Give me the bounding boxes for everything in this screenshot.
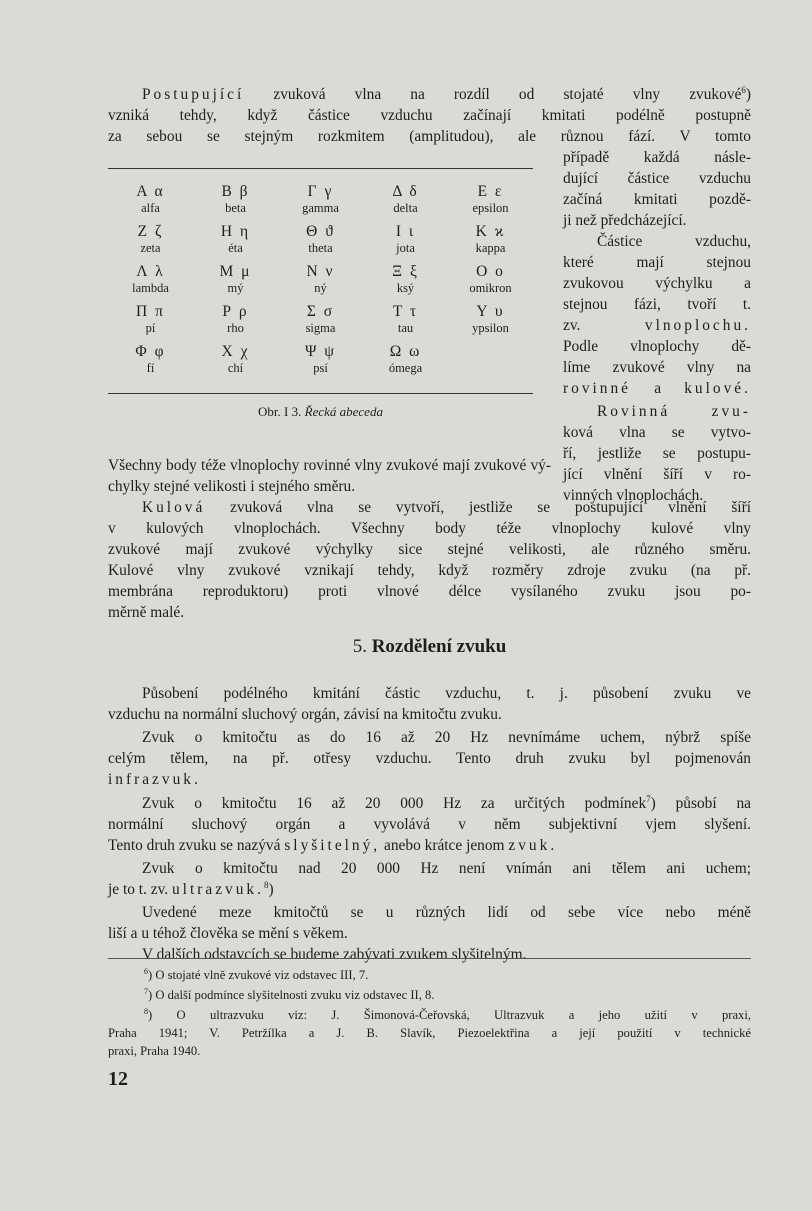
greek-letter-glyphs: Β β <box>221 183 250 200</box>
para8-line1: Uvedené meze kmitočtů se u různých lidí od sebe více nebo méně <box>142 904 751 921</box>
greek-letter-glyphs: Γ γ <box>307 183 334 200</box>
side3-line5: vinných vlnoplochách. <box>563 487 704 504</box>
side1-line4: ji než předcházející. <box>563 212 687 229</box>
footnote-8-line3: praxi, Praha 1940. <box>108 1044 201 1058</box>
greek-letter-name: pí <box>145 321 156 335</box>
greek-letter-name: mý <box>227 281 244 295</box>
greek-letter-name: kappa <box>475 241 506 255</box>
para3-line6: měrně malé. <box>108 604 185 621</box>
greek-letter-glyphs: Ο ο <box>476 263 505 280</box>
footnote-ref-6: 6 <box>741 85 746 95</box>
para9-line1: V dalších odstavcích se budeme zabývati zvukem slyšitelným. <box>142 946 527 963</box>
greek-letter-cell <box>278 183 363 216</box>
greek-letter-name: delta <box>393 201 418 215</box>
side2-line2: které mají stejnou <box>563 254 751 271</box>
greek-letter-name: ypsilon <box>472 321 509 335</box>
greek-letter-cell <box>363 263 448 296</box>
greek-letter-name: omikron <box>469 281 512 295</box>
side3-line2: ková vlna se vytvo- <box>563 424 751 441</box>
greek-letter-name: ómega <box>388 361 423 375</box>
greek-letter-cell <box>108 223 193 256</box>
para3-line1: Kulová zvuková vlna se vytvoří, jestliže se postupující vlnění šíří <box>142 499 751 516</box>
greek-letter-cell <box>278 303 363 336</box>
greek-letter-glyphs: Α α <box>136 183 165 200</box>
side3-line4: jící vlnění šíří v ro- <box>563 466 751 483</box>
greek-letter-cell <box>193 223 278 256</box>
greek-letter-name: alfa <box>141 201 160 215</box>
greek-letter-name: ný <box>314 281 327 295</box>
para1-line2: vzniká tehdy, když částice vzduchu začínají kmitati podélně postupně <box>108 107 751 124</box>
greek-letter-cell <box>363 183 448 216</box>
para6-line3: Tento druh zvuku se nazývá slyšitelný, anebo krátce jenom zvuk. <box>108 837 558 854</box>
greek-letter-glyphs: Φ φ <box>135 343 166 360</box>
footnote-6: $^6$) O stojaté vlně zvukové viz odstavec III, 7. <box>144 967 369 982</box>
greek-letter-name: fí <box>146 361 155 375</box>
side3-line3: ří, jestliže se postupu- <box>563 445 751 462</box>
term-infrazvuk: infrazvuk. <box>108 771 201 788</box>
para6-line2: normální sluchový orgán a vyvolává v něm subjektivní vjem slyšení. <box>108 816 751 833</box>
greek-letter-cell <box>278 343 363 376</box>
side1-line2: dující částice vzduchu <box>563 170 751 187</box>
para5-line2: celým tělem, na př. otřesy vzduchu. Tento druh zvuku byl pojmenován <box>108 750 751 767</box>
greek-letter-name: tau <box>397 321 414 335</box>
term-ultrazvuk: ultrazvuk. <box>171 881 264 898</box>
greek-letter-glyphs: Π π <box>136 303 165 320</box>
term-postupujici: Postupující <box>142 86 245 103</box>
para7-line1: Zvuk o kmitočtu nad 20 000 Hz není vnímán ani tělem ani uchem; <box>142 860 751 877</box>
greek-letter-glyphs: Ν ν <box>306 263 335 280</box>
side2-line1: Částice vzduchu, <box>597 233 751 250</box>
greek-letter-cell <box>363 303 448 336</box>
side2-line4: stejnou fázi, tvoří t. <box>563 296 751 313</box>
greek-letter-glyphs: Ξ ξ <box>392 263 419 280</box>
greek-letter-name: theta <box>308 241 333 255</box>
term-kulova: Kulová <box>142 499 206 516</box>
figure-caption: Obr. I 3. Řecká abeceda <box>258 404 383 419</box>
para5-line1: Zvuk o kmitočtu as do 16 až 20 Hz nevnímáme uchem, nýbrž spíše <box>142 729 751 746</box>
para3-line2: v kulových vlnoplochách. Všechny body téže vlnoplochy kulové vlny <box>108 520 751 537</box>
term-kulove: kulové. <box>684 380 751 397</box>
section-heading <box>108 636 751 658</box>
greek-letter-cell <box>448 263 533 296</box>
greek-letter-glyphs: Σ σ <box>306 303 335 320</box>
footnote-ref-8: 8 <box>263 880 269 890</box>
greek-letter-glyphs: Ζ ζ <box>137 223 164 240</box>
para7-line2: je to t. zv. ultrazvuk.$^8$) <box>108 880 274 898</box>
greek-letter-glyphs: Ρ ρ <box>222 303 249 320</box>
greek-letter-name: epsilon <box>472 201 509 215</box>
side2-line7: líme zvukové vlny na <box>563 359 751 376</box>
para2-line1: Všechny body téže vlnoplochy rovinné vlny zvukové mají zvukové vý- <box>108 457 551 474</box>
term-zvuk: zvuk. <box>508 837 558 854</box>
greek-letter-cell <box>448 223 533 256</box>
para3-line3: zvukové mají zvukové výchylky sice stejné velikosti, ale různého směru. <box>108 541 751 558</box>
greek-letter-cell <box>108 183 193 216</box>
greek-letter-glyphs: Η η <box>220 223 251 240</box>
greek-letter-glyphs: Λ λ <box>136 263 165 280</box>
greek-letter-glyphs: Μ μ <box>219 263 252 280</box>
greek-letter-cell <box>193 263 278 296</box>
footnote-8-line1: $^8$) O ultrazvuku viz: J. Šimonová-Čeřovská, Ultrazvuk a jeho užití v praxi, <box>144 1007 751 1022</box>
greek-letter-glyphs: Ε ε <box>477 183 504 200</box>
para6-line1: Zvuk o kmitočtu 16 až 20 000 Hz za určitých podmínek$^7$) působí na <box>142 794 751 812</box>
greek-letter-cell <box>448 303 533 336</box>
side2-line5: zv. vlnoplochu. <box>563 317 751 334</box>
greek-letter-name: beta <box>225 201 246 215</box>
side1-line1: případě každá násle- <box>563 149 751 166</box>
greek-letter-cell <box>108 343 193 376</box>
greek-letter-cell <box>363 343 448 376</box>
term-rovinne: rovinné <box>563 380 632 397</box>
greek-letter-name: zeta <box>140 241 161 255</box>
greek-letter-glyphs: Τ τ <box>392 303 419 320</box>
greek-letter-name: chí <box>227 361 244 375</box>
term-vlnoplocha: vlnoplochu. <box>644 317 751 334</box>
side2-line6: Podle vlnoplochy dě- <box>563 338 751 355</box>
side1-line3: začíná kmitati pozdě- <box>563 191 751 208</box>
greek-letter-cell <box>108 263 193 296</box>
para8-line2: liší a u téhož člověka se mění s věkem. <box>108 925 348 942</box>
section-title: Rozdělení zvuku <box>371 636 507 657</box>
greek-letter-glyphs: Χ χ <box>221 343 250 360</box>
figure-title: Řecká abeceda <box>304 404 383 419</box>
greek-letter-name: éta <box>228 241 243 255</box>
greek-letter-glyphs: Ι ι <box>395 223 416 240</box>
greek-letter-glyphs: Δ δ <box>392 183 419 200</box>
greek-letter-cell <box>278 263 363 296</box>
greek-letter-cell <box>448 183 533 216</box>
greek-letter-cell <box>363 223 448 256</box>
footnote-rule <box>108 958 751 959</box>
section-number: 5. <box>352 636 367 657</box>
greek-letter-name: lambda <box>132 281 169 295</box>
greek-letter-name: psí <box>313 361 328 375</box>
para4-line1: Působení podélného kmitání částic vzduchu, t. j. působení zvuku ve <box>142 685 751 702</box>
footnote-ref-7: 7 <box>646 794 651 804</box>
side2-line3: zvukovou výchylku a <box>563 275 751 292</box>
greek-alphabet-table <box>108 168 533 394</box>
greek-letter-cell <box>193 343 278 376</box>
greek-letter-glyphs: Κ ϰ <box>475 223 506 240</box>
footnote-8-line2: Praha 1941; V. Petržílka a J. B. Slavík, Piezoelektřina a její použití v technické <box>108 1026 751 1040</box>
para1-line1: Postupující zvuková vlna na rozdíl od stojaté vlny zvukové$^6$) <box>142 85 751 103</box>
para4-line2: vzduchu na normální sluchový orgán, závisí na kmitočtu zvuku. <box>108 706 502 723</box>
greek-letter-cell <box>193 183 278 216</box>
greek-letter-glyphs: Ψ ψ <box>304 343 336 360</box>
greek-letter-name: jota <box>396 241 415 255</box>
greek-letter-name: gamma <box>302 201 339 215</box>
para2-line2: chylky stejné velikosti i stejného směru. <box>108 478 356 495</box>
greek-letter-glyphs: Ω ω <box>389 343 422 360</box>
greek-letter-name: ksý <box>396 281 415 295</box>
para1-line3: za sebou se stejným rozkmitem (amplitudou), ale různou fází. V tomto <box>108 128 751 145</box>
greek-letter-glyphs: Θ ϑ <box>306 223 335 240</box>
greek-letter-cell <box>278 223 363 256</box>
page-number: 12 <box>108 1068 128 1090</box>
side3-line1: Rovinná zvu- <box>597 403 751 420</box>
side2-line8: rovinné a kulové. <box>563 380 751 397</box>
greek-letter-cell <box>108 303 193 336</box>
term-slysitelny: slyšitelný, <box>284 837 381 854</box>
greek-letter-name: rho <box>227 321 244 335</box>
greek-letter-cell <box>193 303 278 336</box>
footnote-7: $^7$) O další podmínce slyšitelnosti zvuku viz odstavec II, 8. <box>144 987 435 1002</box>
para3-line5: membrána reproduktoru) proti vlnové délce vysílaného zvuku jsou po- <box>108 583 751 600</box>
greek-letter-name: sigma <box>305 321 336 335</box>
para3-line4: Kulové vlny zvukové vznikají tehdy, když rozměry zdroje zvuku (na př. <box>108 562 751 579</box>
greek-letter-glyphs: Υ υ <box>476 303 505 320</box>
